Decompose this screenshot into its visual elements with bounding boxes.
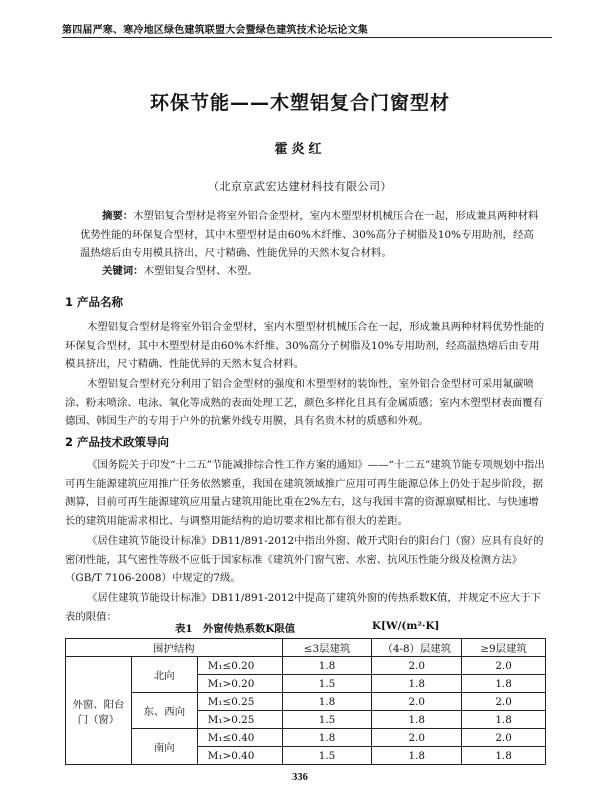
table-condition-cell: M₁>0.40 (197, 747, 282, 765)
table-header-cell: ≥9层建筑 (462, 639, 546, 657)
table-value-cell: 2.0 (372, 657, 462, 675)
table-value-cell: 1.5 (282, 711, 372, 729)
header-rule (62, 37, 552, 38)
article-title: 环保节能——木塑铝复合门窗型材 (149, 92, 450, 114)
author-name: 霍炎红 (274, 142, 326, 157)
table-value-cell: 2.0 (462, 729, 546, 747)
table-value-cell: 2.0 (462, 693, 546, 711)
section-2-paragraph-2: 《居住建筑节能设计标准》DB11/891-2012中指出外窗、敞开式阳台的阳台门（窗）应具有良好的密闭性能，其气密性等级不应低于国家标准《建筑外门窗气密、水密、抗风压性能分级及检测方法》（GB/T 7106-2008）中规定的7级。 (65, 535, 544, 585)
page-number: 336 (292, 772, 308, 783)
keywords (80, 262, 542, 280)
section-1-paragraph-1: 木塑铝复合型材是将室外铝合金型材，室内木塑型材机械压合在一起，形成兼具两种材料优势性能的环保复合型材，其中木塑型材是由60%木纤维、30%高分子树脂及10%专用助剂，经高温热熔后由专用模具挤出，尺寸精确、性能优异的天然木复合材料。 (65, 321, 545, 371)
table-value-cell: 1.8 (372, 747, 462, 765)
table-value-cell: 1.8 (282, 729, 372, 747)
keywords-text: 木塑铝复合型材、木塑。 (143, 265, 258, 277)
keywords-label: 关键词： (102, 265, 144, 277)
table-header-row (66, 639, 546, 657)
table-value-cell: 1.5 (282, 675, 372, 693)
table-caption: 表1 外窗传热系数K限值 (175, 623, 296, 635)
table-condition-cell: M₁>0.25 (197, 711, 282, 729)
table-condition-cell: M₁>0.20 (197, 675, 282, 693)
table-row (66, 657, 546, 675)
table-condition-cell: M₁≤0.20 (197, 657, 282, 675)
abstract-text: 木塑铝复合型材是将室外铝合金型材，室内木塑型材机械压合在一起，形成兼具两种材料优势性能的环保复合型材，其中木塑型材是由60%木纤维、30%高分子树脂及10%专用助剂，经高温热熔后由专用模具挤出，尺寸精确、性能优异的天然木复合材料。 (80, 210, 539, 259)
table-value-cell: 1.5 (282, 747, 372, 765)
abstract-label: 摘要： (102, 210, 134, 222)
table-value-cell: 2.0 (372, 693, 462, 711)
table-value-cell: 1.8 (462, 747, 546, 765)
table-value-cell: 1.8 (372, 675, 462, 693)
table-value-cell: 1.8 (282, 693, 372, 711)
table-value-cell: 1.8 (372, 711, 462, 729)
table-orientation-cell: 东、西向 (131, 693, 197, 729)
table-value-cell: 1.8 (282, 657, 372, 675)
table-orientation-cell: 北向 (131, 657, 197, 693)
table-condition-cell: M₁≤0.25 (197, 693, 282, 711)
table-header-cell: ≤3层建筑 (282, 639, 372, 657)
section-2-paragraph-1: 《国务院关于印发“十二五”节能减排综合性工作方案的通知》——“十二五”建筑节能专项规划中指出可再生能源建筑应用推广任务依然繁重，我国在建筑领域推广应用可再生能源总体上仍处于起步阶段，据测算，目前可再生能源建筑应用量占建筑用能比重在2%左右，这与我国丰富的资源禀赋相比、与快速增长的建筑用能需求相比、与调整用能结构的迫切要求相比都有很大的差距。 (65, 459, 545, 527)
section-1-heading: 1 产品名称 (65, 295, 124, 309)
table-header-cell: 围护结构 (66, 639, 283, 657)
table-value-cell: 2.0 (462, 657, 546, 675)
table-row (66, 693, 546, 711)
table-caption-row (65, 620, 545, 636)
section-2-paragraph-3: 《居住建筑节能设计标准》DB11/891-2012中提高了建筑外窗的传热系数K值，并规定不应大于下表的限值： (65, 592, 541, 623)
table-unit: K[W/(m²·K] (372, 620, 440, 632)
k-value-table (65, 638, 546, 765)
table-value-cell: 1.8 (462, 675, 546, 693)
section-2-heading: 2 产品技术政策导向 (65, 435, 170, 449)
table-header-cell: （4-8）层建筑 (372, 639, 462, 657)
running-header: 第四届严寒、寒冷地区绿色建筑联盟大会暨绿色建筑技术论坛论文集 (62, 25, 368, 36)
table-row (66, 729, 546, 747)
table-orientation-cell: 南向 (131, 729, 197, 765)
section-1-paragraph-2: 木塑铝复合型材充分利用了铝合金型材的强度和木塑型材的装饰性，室外铝合金型材可采用氟碳喷涂、粉末喷涂、电泳、氧化等成熟的表面处理工艺，颜色多样化且具有金属质感；室内木塑型材表面覆有德国、韩国生产的专用于户外的抗紫外线专用膜，具有名贵木材的质感和外观。 (65, 378, 543, 428)
table-value-cell: 2.0 (372, 729, 462, 747)
table-condition-cell: M₁≤0.40 (197, 729, 282, 747)
table-value-cell: 1.8 (462, 711, 546, 729)
author-affiliation: （北京京武宏达建材科技有限公司） (208, 180, 392, 193)
abstract (80, 207, 542, 263)
table-category-cell: 外窗、阳台门（窗） (66, 657, 132, 765)
